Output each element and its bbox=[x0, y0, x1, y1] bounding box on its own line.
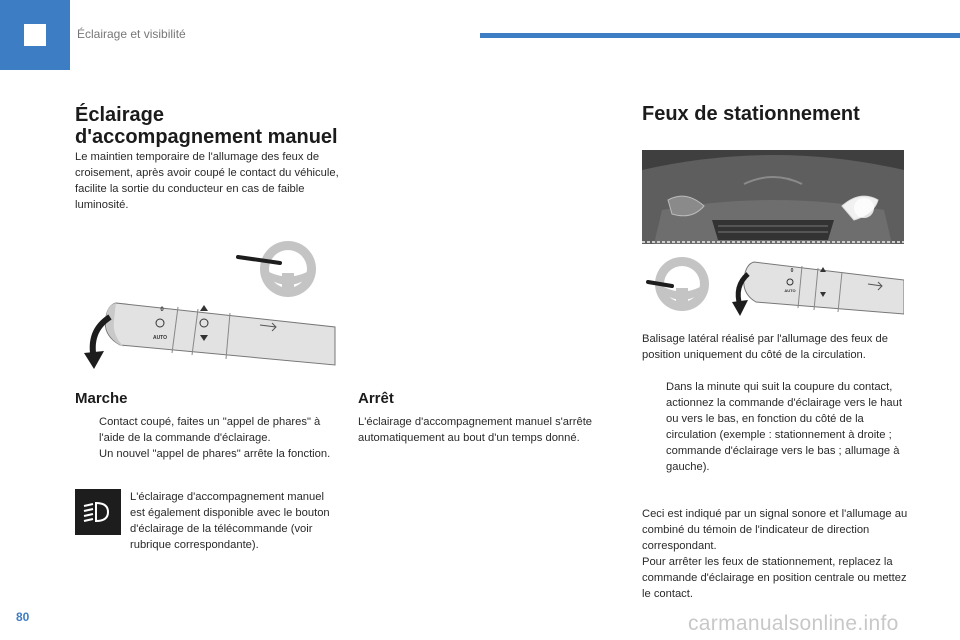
chapter-tab bbox=[0, 0, 70, 70]
light-stalk-illustration bbox=[80, 235, 338, 375]
parking-stalk-illustration bbox=[642, 254, 904, 320]
section-title-accompagnement: Éclairage d'accompagnement manuel bbox=[75, 104, 338, 148]
arret-text: L'éclairage d'accompagnement manuel s'arrête automatiquement au bout d'un temps donné. bbox=[358, 416, 593, 444]
steering-wheel-icon bbox=[238, 241, 316, 297]
stalk-auto-label: AUTO bbox=[152, 335, 168, 341]
steering-wheel-icon bbox=[648, 257, 709, 311]
heading-marche: Marche bbox=[75, 390, 128, 407]
remote-note: L'éclairage d'accompagnement manuel est également disponible avec le bouton d'éclairage de la télécommande (voir rubrique correspondante). bbox=[130, 491, 330, 551]
watermark: carmanualsonline.info bbox=[688, 612, 899, 635]
light-stalk-icon bbox=[105, 303, 335, 365]
stationnement-list bbox=[642, 379, 912, 475]
list-item: Dans la minute qui suit la coupure du contact, actionnez la commande d'éclairage vers le haut ou vers le bas, en fonction du côté de la circulation (exemple : stationnement à droite ; commande d'éclairage vers le bas ; allumage à gauche). bbox=[666, 381, 902, 473]
remote-light-button-icon bbox=[75, 489, 121, 535]
chapter-title: Éclairage et visibilité bbox=[77, 27, 186, 41]
section-title-stationnement: Feux de stationnement bbox=[642, 103, 860, 125]
signal-paragraph: Ceci est indiqué par un signal sonore et l'allumage au combiné du témoin de l'indicateur de direction correspondant. Pour arrêter les feux de stationnement, replacez la commande d'éclairage en position centrale ou mettez le contact. bbox=[642, 508, 908, 600]
page-number: 80 bbox=[16, 610, 30, 624]
svg-text:0: 0 bbox=[160, 307, 164, 313]
marche-list bbox=[75, 414, 345, 462]
intro-paragraph: Le maintien temporaire de l'allumage des feux de croisement, après avoir coupé le contact du véhicule, facilite la sortie du conducteur en cas de faible luminosité. bbox=[75, 151, 339, 211]
svg-text:0: 0 bbox=[790, 268, 794, 274]
light-stalk-icon bbox=[744, 262, 904, 314]
list-item: Un nouvel "appel de phares" arrête la fonction. bbox=[99, 448, 331, 460]
list-item: Contact coupé, faites un "appel de phares" à l'aide de la commande d'éclairage. bbox=[99, 416, 321, 444]
stalk-auto-label: AUTO bbox=[784, 288, 796, 293]
balisage-paragraph: Balisage latéral réalisé par l'allumage des feux de position uniquement du côté de la circulation. bbox=[642, 333, 888, 361]
car-front-photo bbox=[642, 150, 904, 244]
header-rule bbox=[480, 33, 960, 38]
heading-arret: Arrêt bbox=[358, 390, 394, 407]
